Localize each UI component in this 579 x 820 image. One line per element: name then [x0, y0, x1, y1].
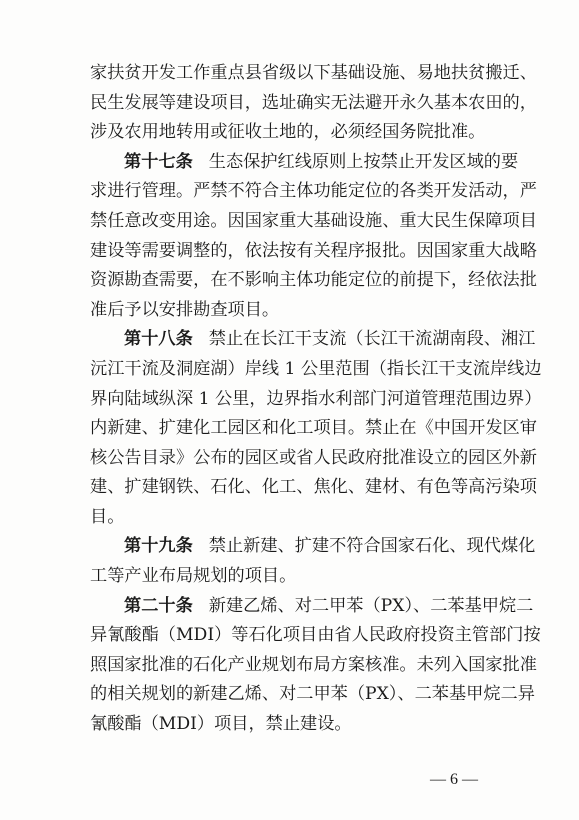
- body-line: 建、扩建钢铁、石化、化工、焦化、建材、有色等高污染项: [90, 477, 537, 497]
- body-line: 异氰酸酯（MDI）等石化项目由省人民政府投资主管部门按: [90, 625, 541, 645]
- body-line: 氰酸酯（MDI）项目，禁止建设。: [90, 714, 352, 734]
- article-18-first-line: [124, 328, 536, 350]
- body-line: 照国家批准的石化产业规划布局方案核准。未列入国家批准: [90, 655, 537, 675]
- body-line: 禁任意改变用途。因国家重大基础设施、重大民生保障项目: [90, 211, 537, 231]
- body-line: 沅江干流及洞庭湖）岸线 1 公里范围（指长江干支流岸线边: [90, 359, 542, 379]
- body-line: 核公告目录》公布的园区或省人民政府批准设立的园区外新: [90, 448, 537, 468]
- body-line: 工等产业布局规划的项目。: [90, 566, 297, 586]
- body-line: 禁止在长江干支流（长江干流湖南段、湘江: [208, 329, 536, 349]
- article-20-first-line: [124, 595, 534, 617]
- body-line: 禁止新建、扩建不符合国家石化、现代煤化: [208, 536, 536, 556]
- article-18-heading: 第十八条: [124, 329, 193, 349]
- body-line: 界向陆域纵深 1 公里，边界指水利部门河道管理范围边界）: [90, 389, 542, 409]
- body-line: 涉及农用地转用或征收土地的，必须经国务院批准。: [90, 122, 486, 142]
- body-line: 的相关规划的新建乙烯、对二甲苯（PX）、二苯基甲烷二异: [90, 684, 535, 704]
- body-line: 内新建、扩建化工园区和化工项目。禁止在《中国开发区审: [90, 418, 537, 438]
- article-20-heading: 第二十条: [124, 596, 193, 616]
- article-17-heading: 第十七条: [124, 152, 193, 172]
- body-line: 民生发展等建设项目，选址确实无法避开永久基本农田的，: [90, 93, 537, 113]
- article-19-first-line: [124, 535, 536, 557]
- article-19-heading: 第十九条: [124, 536, 193, 556]
- body-line: 生态保护红线原则上按禁止开发区域的要: [208, 152, 519, 172]
- body-line: 准后予以安排勘查项目。: [90, 300, 280, 320]
- page-number: — 6 —: [430, 771, 478, 788]
- body-line: 资源勘查需要，在不影响主体功能定位的前提下，经依法批: [90, 270, 537, 290]
- article-17-first-line: [124, 151, 519, 173]
- body-line: 求进行管理。严禁不符合主体功能定位的各类开发活动，严: [90, 181, 537, 201]
- body-line: 建设等需要调整的，依法按有关程序报批。因国家重大战略: [90, 241, 537, 261]
- body-line: 目。: [90, 507, 125, 527]
- body-line: 家扶贫开发工作重点县省级以下基础设施、易地扶贫搬迁、: [90, 63, 537, 83]
- body-line: 新建乙烯、对二甲苯（PX）、二苯基甲烷二: [208, 596, 534, 616]
